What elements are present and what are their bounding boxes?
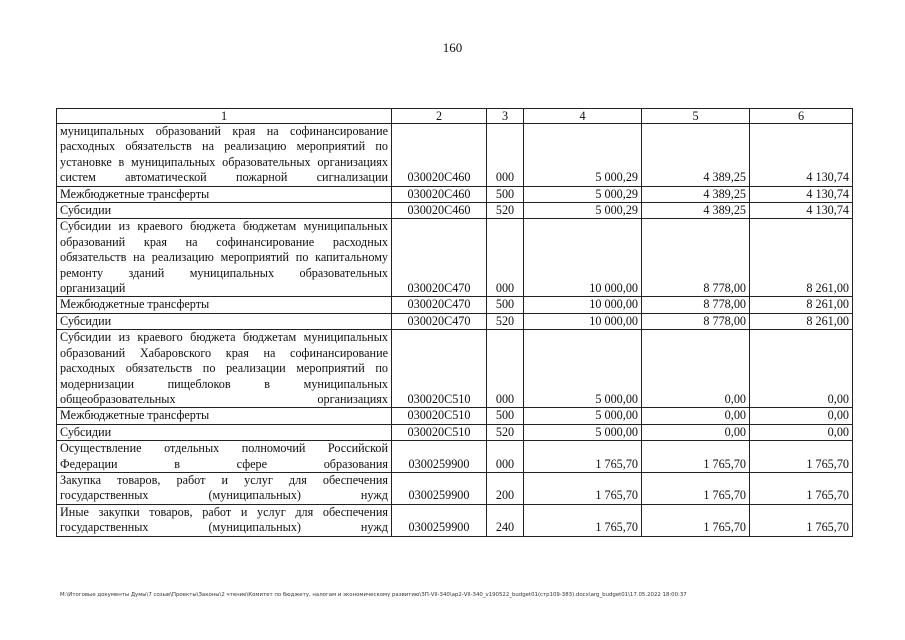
row-value-year1: 10 000,00: [524, 313, 642, 329]
row-vr-code: 520: [487, 424, 524, 440]
row-name: Межбюджетные трансферты: [57, 186, 392, 202]
row-csr-code: 030020C470: [392, 297, 487, 313]
row-value-year3: 0,00: [750, 424, 853, 440]
row-csr-code: 030020C460: [392, 203, 487, 219]
row-value-year1: 10 000,00: [524, 219, 642, 297]
row-value-year3: 1 765,70: [750, 441, 853, 473]
row-vr-code: 240: [487, 504, 524, 536]
row-value-year3: 0,00: [750, 408, 853, 424]
row-vr-code: 500: [487, 408, 524, 424]
row-vr-code: 000: [487, 330, 524, 408]
table-row: [57, 186, 853, 202]
row-vr-code: 000: [487, 124, 524, 187]
row-csr-code: 030020C470: [392, 313, 487, 329]
row-value-year2: 0,00: [642, 408, 750, 424]
row-name: Закупка товаров, работ и услуг для обеспечения государственных (муниципальных) нужд: [57, 472, 392, 504]
table-row: [57, 408, 853, 424]
row-csr-code: 030020C510: [392, 330, 487, 408]
row-value-year2: 4 389,25: [642, 203, 750, 219]
row-value-year2: 0,00: [642, 424, 750, 440]
table-row: [57, 330, 853, 408]
row-name: Межбюджетные трансферты: [57, 408, 392, 424]
row-vr-code: 200: [487, 472, 524, 504]
row-value-year1: 1 765,70: [524, 504, 642, 536]
row-name: Субсидии: [57, 203, 392, 219]
row-value-year1: 5 000,29: [524, 186, 642, 202]
row-name: Субсидии: [57, 424, 392, 440]
row-value-year3: 0,00: [750, 330, 853, 408]
row-vr-code: 000: [487, 219, 524, 297]
row-value-year1: 5 000,29: [524, 124, 642, 187]
row-name: Субсидии из краевого бюджета бюджетам муниципальных образований края на софинансирование расходных обязательств на реализацию мероприятий по капитальному ремонту зданий муниципальных образовательных организаций: [57, 219, 392, 297]
budget-table: [56, 108, 853, 537]
row-value-year3: 1 765,70: [750, 504, 853, 536]
row-value-year1: 5 000,00: [524, 424, 642, 440]
row-name: Субсидии: [57, 313, 392, 329]
column-header: 1: [57, 109, 392, 124]
row-value-year3: 8 261,00: [750, 313, 853, 329]
row-value-year2: 8 778,00: [642, 297, 750, 313]
row-csr-code: 0300259900: [392, 472, 487, 504]
table-row: [57, 124, 853, 187]
row-value-year3: 8 261,00: [750, 297, 853, 313]
row-value-year2: 1 765,70: [642, 441, 750, 473]
column-header: 2: [392, 109, 487, 124]
table-row: [57, 441, 853, 473]
row-value-year2: 1 765,70: [642, 504, 750, 536]
row-value-year1: 5 000,00: [524, 330, 642, 408]
row-vr-code: 520: [487, 203, 524, 219]
row-value-year2: 8 778,00: [642, 219, 750, 297]
table-row: [57, 472, 853, 504]
row-vr-code: 500: [487, 186, 524, 202]
table-row: [57, 219, 853, 297]
column-number-row: [57, 109, 853, 124]
row-value-year3: 1 765,70: [750, 472, 853, 504]
row-value-year1: 1 765,70: [524, 441, 642, 473]
row-value-year3: 4 130,74: [750, 203, 853, 219]
column-header: 3: [487, 109, 524, 124]
row-csr-code: 030020C510: [392, 408, 487, 424]
row-name: муниципальных образований края на софинансирование расходных обязательств на реализацию мероприятий по установке в муниципальных образовательных организациях систем автоматической пожарной сигнализации: [57, 124, 392, 187]
row-csr-code: 0300259900: [392, 441, 487, 473]
row-value-year1: 5 000,29: [524, 203, 642, 219]
table-row: [57, 203, 853, 219]
row-value-year3: 4 130,74: [750, 124, 853, 187]
row-vr-code: 000: [487, 441, 524, 473]
row-name: Иные закупки товаров, работ и услуг для обеспечения государственных (муниципальных) нужд: [57, 504, 392, 536]
column-header: 6: [750, 109, 853, 124]
table-row: [57, 313, 853, 329]
column-header: 4: [524, 109, 642, 124]
row-csr-code: 030020C460: [392, 124, 487, 187]
row-value-year1: 10 000,00: [524, 297, 642, 313]
row-csr-code: 030020C510: [392, 424, 487, 440]
row-value-year1: 5 000,00: [524, 408, 642, 424]
row-name: Межбюджетные трансферты: [57, 297, 392, 313]
row-vr-code: 520: [487, 313, 524, 329]
table-row: [57, 504, 853, 536]
row-value-year2: 4 389,25: [642, 186, 750, 202]
row-value-year2: 4 389,25: [642, 124, 750, 187]
row-name: Осуществление отдельных полномочий Российской Федерации в сфере образования: [57, 441, 392, 473]
row-value-year2: 1 765,70: [642, 472, 750, 504]
row-csr-code: 030020C470: [392, 219, 487, 297]
row-value-year1: 1 765,70: [524, 472, 642, 504]
table-row: [57, 297, 853, 313]
row-csr-code: 030020C460: [392, 186, 487, 202]
budget-table-body: [57, 109, 853, 537]
row-value-year2: 8 778,00: [642, 313, 750, 329]
table-row: [57, 424, 853, 440]
row-csr-code: 0300259900: [392, 504, 487, 536]
row-value-year2: 0,00: [642, 330, 750, 408]
column-header: 5: [642, 109, 750, 124]
document-path-footer: M:\Итоговые документы Думы\7 созыв\Проекты\Законы\2 чтение\Комитет по бюджету, налогам и экономическому развитию\ЗП-VII-340\ар2-VII-340_v190522_budget01(стр109-383).docx\arg_budget01\17.05.2022 18:00:37: [60, 592, 687, 598]
row-name: Субсидии из краевого бюджета бюджетам муниципальных образований Хабаровского края на софинансирование расходных обязательств по реализации мероприятий по модернизации пищеблоков в муниципальных общеобразовательных организациях: [57, 330, 392, 408]
row-vr-code: 500: [487, 297, 524, 313]
row-value-year3: 8 261,00: [750, 219, 853, 297]
row-value-year3: 4 130,74: [750, 186, 853, 202]
page-number: 160: [442, 40, 463, 55]
